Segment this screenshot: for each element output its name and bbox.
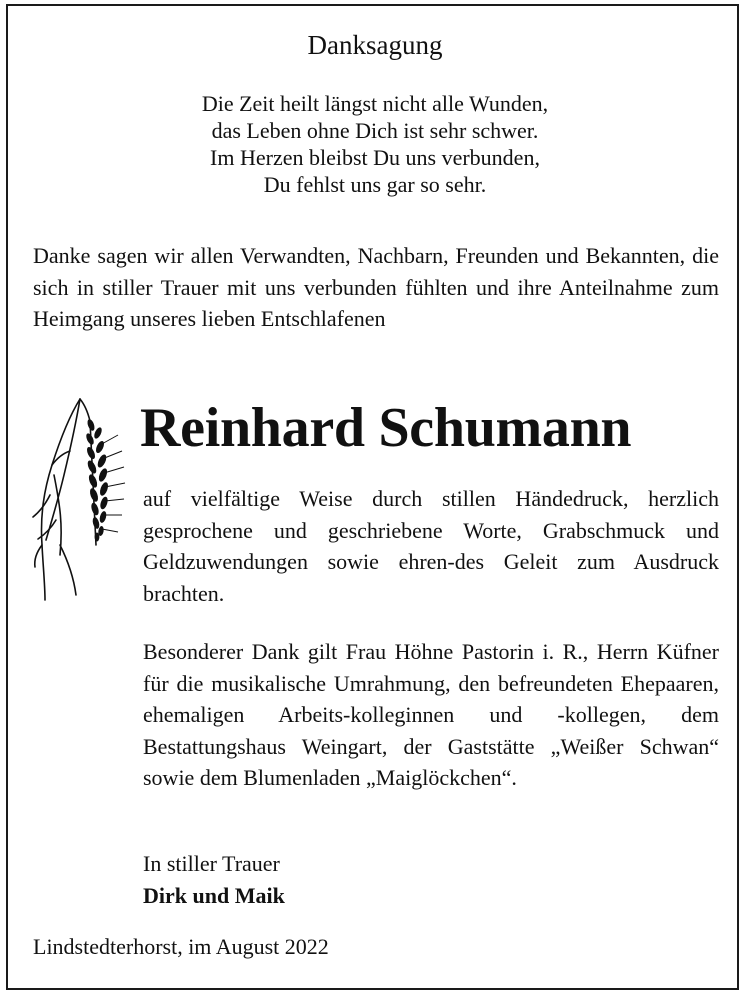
poem (0, 90, 750, 198)
notice-heading: Danksagung (307, 30, 443, 60)
wheat-ear-icon (30, 395, 130, 605)
sympathy-paragraph: auf vielfältige Weise durch stillen Händedruck, herzlich gesprochene und geschriebene Worte, Grabschmuck und Geldzuwendungen sowie ehren-des Geleit zum Ausdruck brachten. (143, 486, 719, 606)
signers: Dirk und Maik (143, 883, 285, 908)
intro-paragraph: Danke sagen wir allen Verwandten, Nachbarn, Freunden und Bekannten, die sich in stiller Trauer mit uns verbunden fühlten und ihre Anteilnahme zum Heimgang unseres lieben Entschlafenen (33, 243, 719, 331)
signature-block (143, 848, 285, 912)
poem-line: Du fehlst uns gar so sehr. (263, 172, 487, 197)
place-and-date: Lindstedterhorst, im August 2022 (33, 934, 329, 959)
poem-line: das Leben ohne Dich ist sehr schwer. (211, 118, 539, 143)
deceased-name: Reinhard Schumann (140, 397, 632, 459)
special-thanks-paragraph: Besonderer Dank gilt Frau Höhne Pastorin i. R., Herrn Küfner für die musikalische Umrahmung, den befreundeten Ehepaaren, ehemaligen Arbeits-kolleginnen und -kollegen, dem Bestattungshaus Weingart, der Gaststätte „Weißer Schwan“ sowie dem Blumenladen „Maiglöckchen“. (143, 639, 719, 790)
poem-line: Im Herzen bleibst Du uns verbunden, (210, 145, 540, 170)
mourning-phrase: In stiller Trauer (143, 851, 280, 876)
poem-line: Die Zeit heilt längst nicht alle Wunden, (201, 91, 549, 116)
